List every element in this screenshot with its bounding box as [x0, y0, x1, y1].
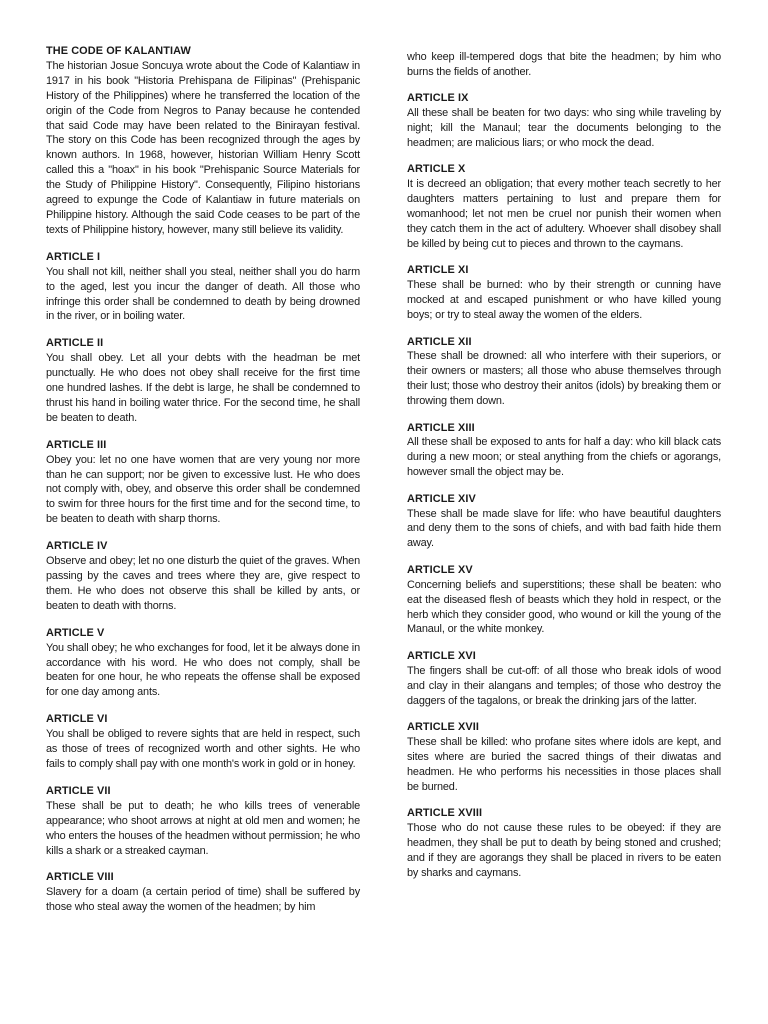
document-title: THE CODE OF KALANTIAW: [46, 45, 191, 57]
article-continuation-text: who keep ill-tempered dogs that bite the headmen; by him who burns the fields of another.: [407, 51, 721, 78]
article-text: These shall be drowned: all who interfere with their superiors, or their owners or masters; all those who abuse themselves through their lust; those who destroy their anitos (idols) by breaking them or throwing them down.: [407, 350, 721, 408]
article-section: [46, 250, 360, 325]
intro-paragraph: The historian Josue Soncuya wrote about the Code of Kalantiaw in 1917 in his book "Historia Prehispana de Filipinas" (Prehispanic History of the Philippines) where he transferred the location of the origin of the Code from Negros to Panay because he contended that said Code may have been related to the Binirayan festival. The story on this Code has been recognized through the ages by known authors. In 1968, however, historian William Henry Scott called this a "hoax" in his book "Prehispanic Source Materials for the Study of Philippine History". Consequently, Filipino historians agreed to expunge the Code of Kalantiaw in future materials on Philippine history. Although the said Code ceases to be part of the texts of Philippine history, however, many still believe its validity.: [46, 59, 360, 236]
article-section: [46, 784, 360, 859]
article-heading: ARTICLE IV: [46, 540, 108, 553]
article-text: These shall be put to death; he who kills trees of venerable appearance; who shoot arrows at night at old men and women; he who enters the houses of the headmen without permission; he who kills a shark or a streaked cayman.: [46, 799, 360, 857]
article-section: [46, 539, 360, 614]
article-section: [407, 649, 721, 709]
article-heading: ARTICLE V: [46, 626, 105, 639]
article-section: [407, 806, 721, 881]
article-heading: ARTICLE XIV: [407, 492, 476, 505]
article-text: These shall be killed: who profane sites where idols are kept, and sites where are buried the sacred things of their diwatas and headmen. He who performs his necessities in those places shall be burned.: [407, 735, 721, 793]
article-section: [407, 492, 721, 552]
article-text: All these shall be beaten for two days: who sing while traveling by night; kill the Manaul; tear the documents belonging to the headmen; are malicious liars; or who mock the dead.: [407, 107, 721, 150]
article-heading: ARTICLE VI: [46, 713, 108, 726]
article-text: Those who do not cause these rules to be obeyed: if they are headmen, they shall be put to death by being stoned and crushed; and if they are agorangs they shall be placed in rivers to be eaten by sharks and caymans.: [407, 821, 721, 879]
article-text: Obey you: let no one have women that are very young nor more than he can support; nor be given to excessive lust. He who does not comply with, obey, and observe this order shall be condemned to swim for three hours for the first time and for the second time, to be beaten to death with sharp thorns.: [46, 453, 360, 526]
article-section: [46, 712, 360, 772]
article-text: It is decreed an obligation; that every mother teach secretly to her daughters matters pertaining to lust and prepare them for womanhood; let not men be cruel nor punish their women when they catch them in the act of adultery. Whoever shall disobey shall be killed by being cut to pieces and thrown to the caymans.: [407, 178, 721, 250]
article-text: You shall obey; he who exchanges for food, let it be always done in accordance with his word. He who does not comply, shall be beaten for one hour, he who repeats the offense shall be exposed for one day among ants.: [46, 641, 360, 699]
article-section: [407, 263, 721, 323]
article-section: [46, 626, 360, 701]
article-heading: ARTICLE XV: [407, 563, 473, 576]
right-column: [407, 50, 721, 892]
article-text: These shall be made slave for life: who have beautiful daughters and deny them to the sons of chiefs, and with bad faith hide them away.: [407, 507, 721, 550]
article-text: You shall be obliged to revere sights that are held in respect, such as those of trees of recognized worth and other sights. He who fails to comply shall pay with one month's work in gold or in honey.: [46, 728, 360, 770]
article-heading: ARTICLE XIII: [407, 421, 475, 434]
article-text: All these shall be exposed to ants for half a day: who kill black cats during a new moon; or steal anything from the chiefs or agorangs, however small the object may be.: [407, 436, 721, 479]
article-section: [46, 438, 360, 527]
article-section: [407, 162, 721, 251]
article-text: Concerning beliefs and superstitions; these shall be beaten: who eat the diseased flesh of beasts which they hold in respect, or the herb which they consider good, who wound or kill the young of the Manaul, or the white monkey.: [407, 578, 721, 636]
left-column: [46, 44, 360, 927]
article-section: [46, 870, 360, 915]
article-heading: ARTICLE VIII: [46, 871, 114, 884]
article-section: [407, 421, 721, 481]
article-heading: ARTICLE XVIII: [407, 806, 483, 819]
article-section: [407, 563, 721, 638]
article-section: [407, 720, 721, 795]
article-text: You shall not kill, neither shall you steal, neither shall you do harm to the aged, lest you incur the danger of death. All those who infringe this order shall be condemned to death by being drowned in the river, or in boiling water.: [46, 265, 360, 323]
article-text: You shall obey. Let all your debts with the headman be met punctually. He who does not obey shall receive for the first time one hundred lashes. If the debt is large, he shall be condemned to thrust his hand in boiling water thrice. For the second time, he shall be beaten to death.: [46, 352, 360, 424]
article-text: Slavery for a doam (a certain period of time) shall be suffered by those who steal away the women of the headmen; by him: [46, 886, 360, 914]
article-heading: ARTICLE XI: [407, 264, 469, 277]
article-section: [407, 335, 721, 410]
article-section: [46, 336, 360, 425]
continuation-section: [407, 50, 721, 80]
article-heading: ARTICLE VII: [46, 784, 111, 797]
article-heading: ARTICLE XII: [407, 335, 472, 348]
article-heading: ARTICLE XVII: [407, 720, 479, 733]
article-heading: ARTICLE IX: [407, 92, 469, 105]
article-text: The fingers shall be cut-off: of all those who break idols of wood and clay in their alangans and temples; of those who destroy the daggers of the tagalons, or break the drinking jars of the latter.: [407, 664, 721, 707]
intro-section: [46, 44, 360, 238]
article-text: Observe and obey; let no one disturb the quiet of the graves. When passing by the caves and trees where they are, give respect to them. He who does not observe this shall be killed by ants, or beaten to death with thorns.: [46, 555, 360, 612]
article-heading: ARTICLE XVI: [407, 649, 476, 662]
article-heading: ARTICLE II: [46, 337, 104, 350]
article-heading: ARTICLE I: [46, 250, 101, 263]
article-section: [407, 91, 721, 151]
article-heading: ARTICLE III: [46, 438, 107, 451]
article-text: These shall be burned: who by their strength or cunning have mocked at and escaped punishment or who have killed young boys; or try to steal away the women of the elders.: [407, 279, 721, 322]
article-heading: ARTICLE X: [407, 163, 466, 176]
